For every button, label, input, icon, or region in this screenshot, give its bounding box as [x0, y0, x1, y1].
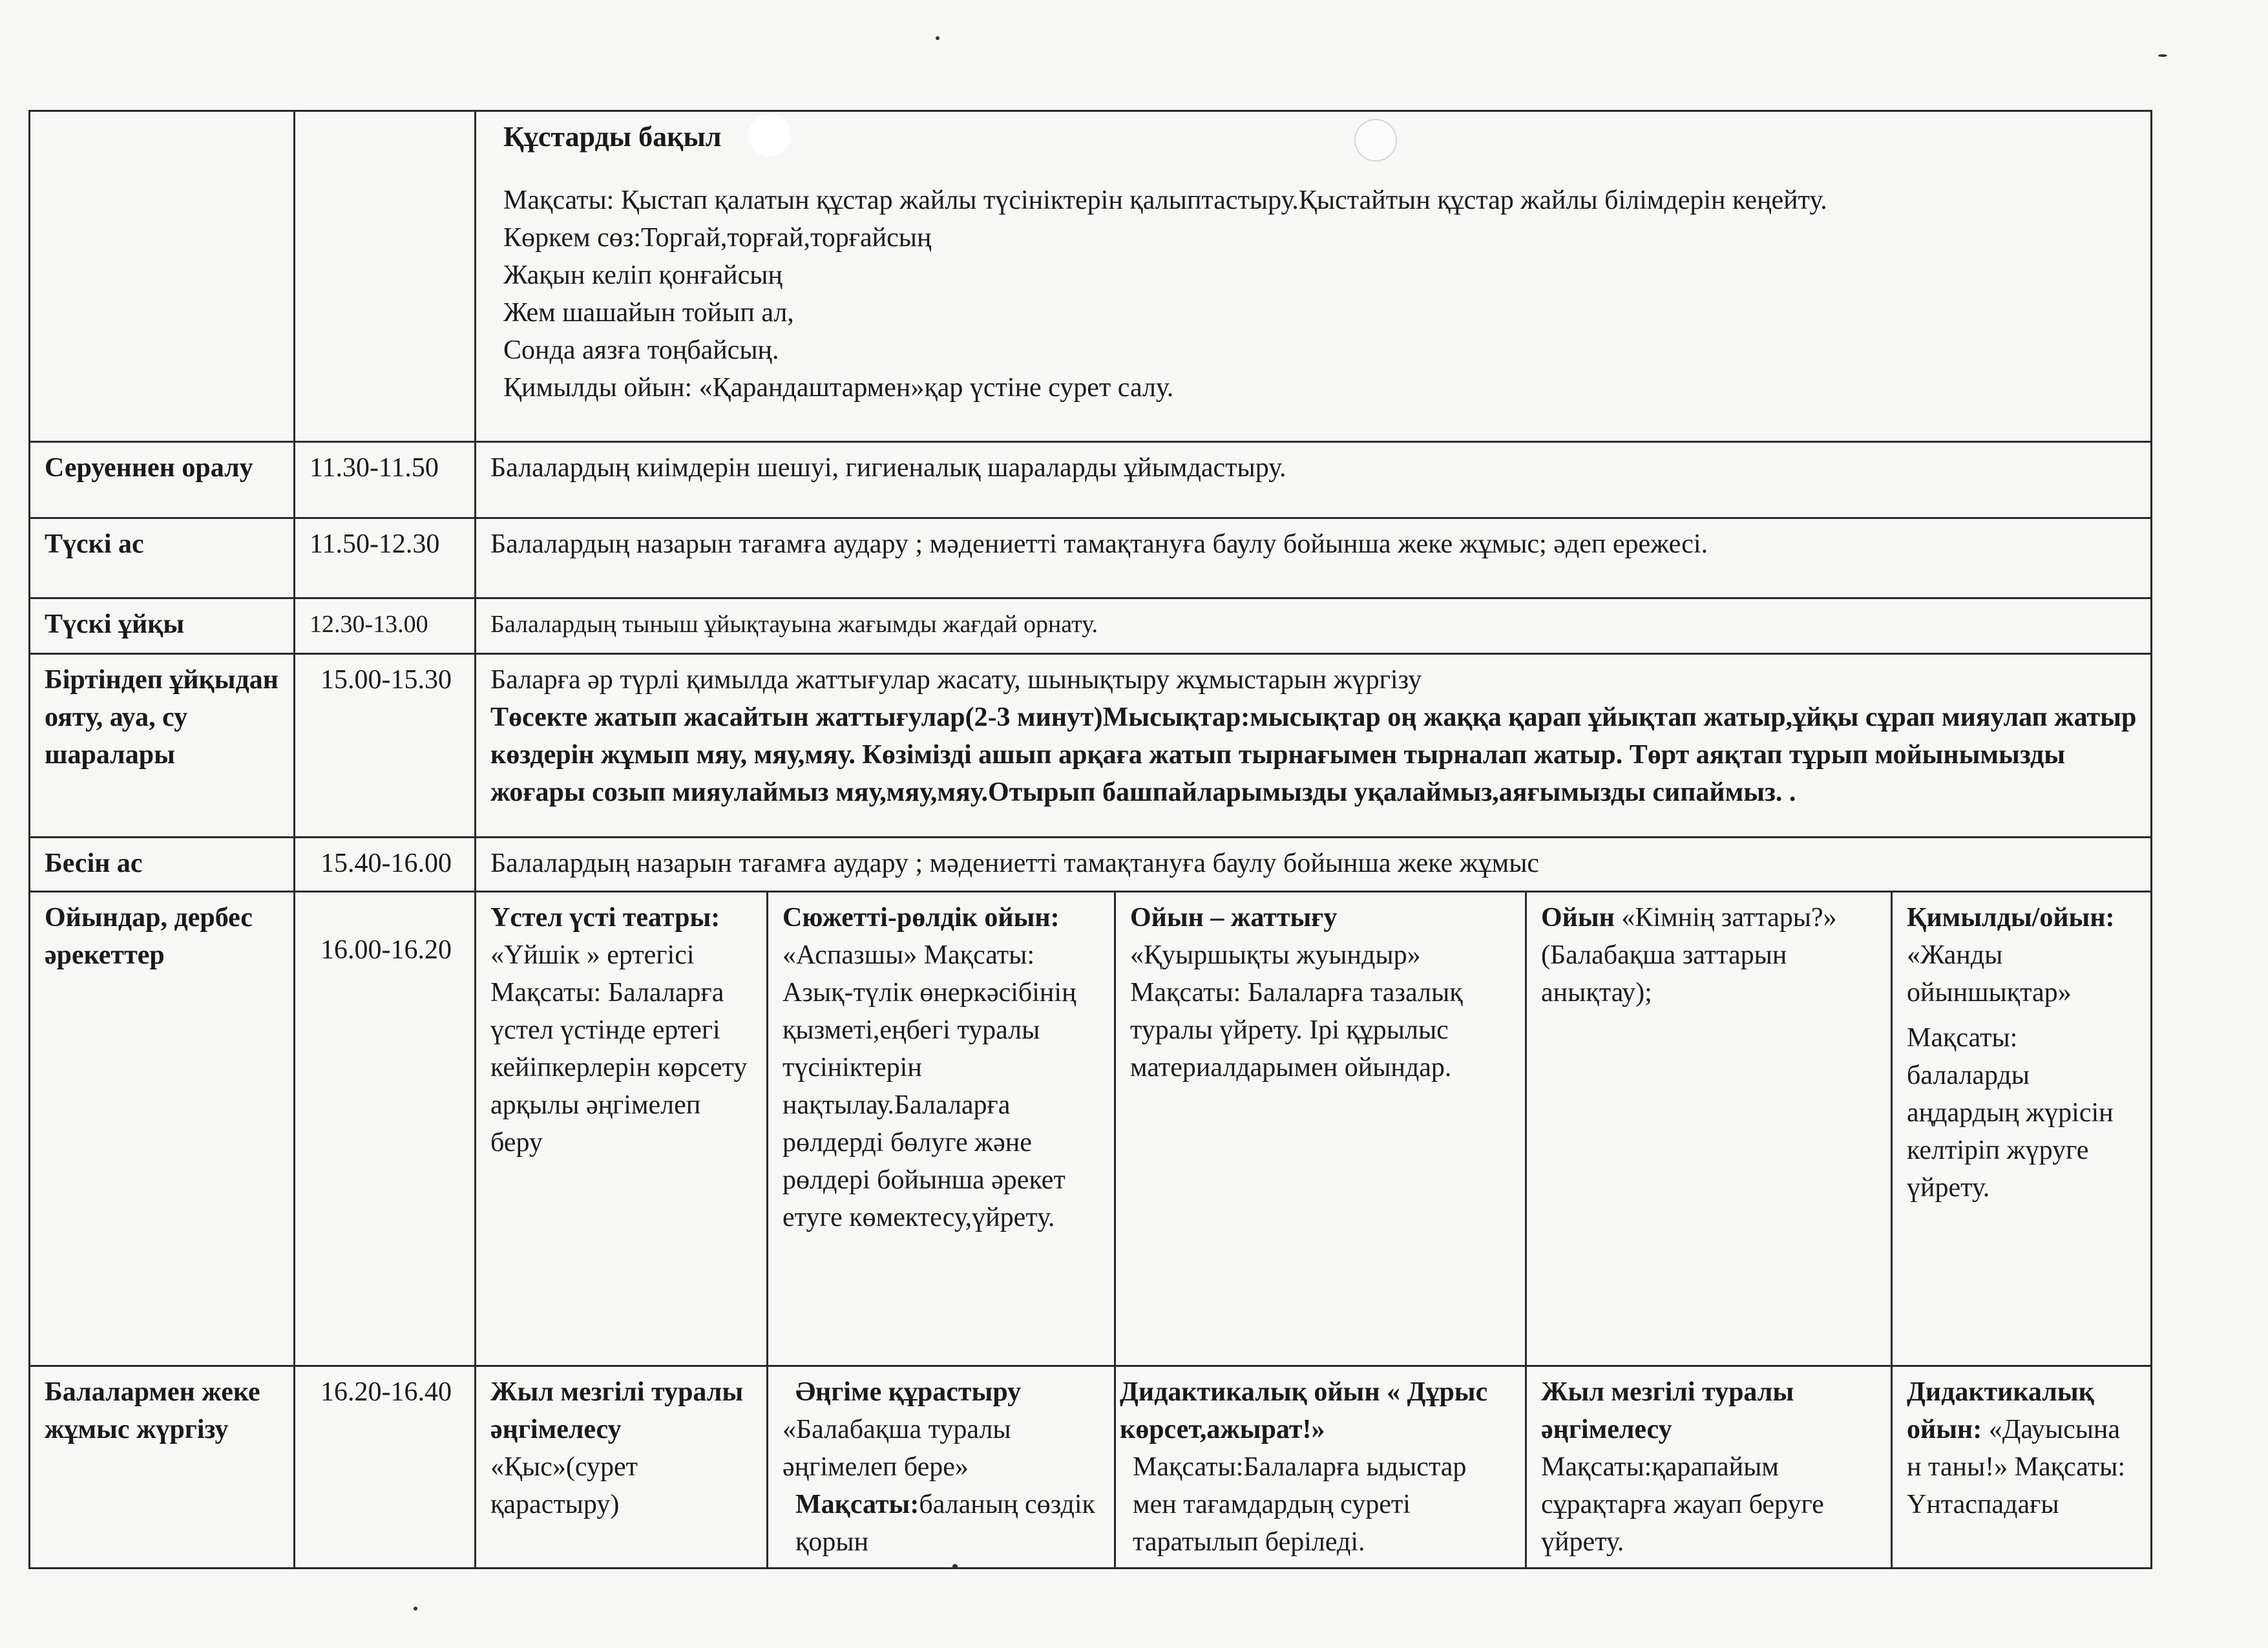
activity-time: 16.00-16.20	[295, 892, 476, 1366]
row-return-walk	[30, 442, 2152, 518]
poem-line: Көркем сөз:Торгай,торғай,торғайсың	[503, 223, 932, 253]
activity-name: Ойындар, дербес әрекеттер	[30, 892, 295, 1366]
daily-schedule-table	[28, 110, 2152, 1569]
cell-body: «Қыс»(сурет қарастыру)	[490, 1452, 638, 1519]
activity-time: 11.30-11.50	[295, 442, 476, 518]
poem-line: Сонда аязға тоңбайсың.	[503, 335, 779, 365]
games-cell	[476, 892, 768, 1366]
games-cell	[1526, 892, 1892, 1366]
wakeup-cell	[476, 654, 2152, 838]
cell-heading: Сюжетті-рөлдік ойын:	[782, 903, 1060, 933]
activity-name: Біртіндеп ұйқыдан ояту, ауа, су шаралары	[30, 654, 295, 838]
games-cell	[1892, 892, 2152, 1366]
activity-text: Балалардың назарын тағамға аудару ; мәдениетті тамақтануға баулу бойынша жеке жұмыс; әдеп ережесі.	[476, 518, 2152, 598]
speck	[414, 1607, 417, 1611]
cell-body: «Дауысына н таны!» Мақсаты: Үнтаспадағы	[1907, 1415, 2126, 1519]
cell-heading: Мақсаты:	[795, 1490, 919, 1519]
activity-name: Балалармен жеке жұмыс жүргізу	[30, 1366, 295, 1569]
individual-cell	[1115, 1366, 1526, 1569]
bird-watching-text	[503, 182, 2139, 407]
activity-name: Түскі ас	[30, 518, 295, 598]
cell-heading: Дидактикалық ойын « Дұрыс көрсет,ажырат!»	[1120, 1377, 1488, 1444]
individual-cell	[1526, 1366, 1892, 1569]
row-individual-work	[30, 1366, 2152, 1569]
activity-time: 15.40-16.00	[295, 838, 476, 892]
cell-heading: Жыл мезгілі туралы әңгімелесу	[1541, 1377, 1794, 1444]
bird-watching-cell	[476, 111, 2152, 442]
row-bird-watching	[30, 111, 2152, 442]
cell-body: Мақсаты:Балаларға ыдыстар мен тағамдардың суреті таратылып беріледі.	[1133, 1452, 1467, 1557]
poem-line: Жақын келіп қонғайсың	[503, 260, 782, 290]
cell-body: «Үйшік » ертегісі Мақсаты: Балаларға үстел үстінде ертегі кейіпкерлерін көрсету арқылы әңгімелеп беру	[490, 940, 748, 1157]
goal-line: Мақсаты: Қыстап қалатын құстар жайлы түсініктерін қалыптастыру.Қыстайтын құстар жайлы білімдерін кеңейту.	[503, 185, 1827, 215]
speck	[2158, 54, 2167, 57]
individual-cell	[1892, 1366, 2152, 1569]
games-cell	[1115, 892, 1526, 1366]
cell-heading: Қимылды/ойын:	[1907, 903, 2115, 933]
activity-name: Түскі ұйқы	[30, 598, 295, 654]
cell-heading: Үстел үсті театры:	[490, 903, 720, 933]
activity-text: Балалардың киімдерін шешуі, гигиеналық шараларды ұйымдастыру.	[476, 442, 2152, 518]
cell-body: «Кімнің заттары?» (Балабақша заттарын анықтау);	[1541, 903, 1837, 1008]
cell-body: Мақсаты:қарапайым сұрақтарға жауап беруге үйрету.	[1541, 1452, 1824, 1557]
activity-time: 15.00-15.30	[295, 654, 476, 838]
empty-cell	[30, 111, 295, 442]
cell-body: «Аспазшы» Мақсаты: Азық-түлік өнеркәсібінің қызметі,еңбегі туралы түсініктерін нақтылау.Балаларға рөлдерді бөлуге және рөлдері бойынша әрекет етуге көмектесу,үйрету.	[782, 940, 1076, 1232]
activity-time: 16.20-16.40	[295, 1366, 476, 1569]
exercise-text: Төсекте жатып жасайтын жаттығулар(2-3 минут)Мысықтар:мысықтар оң жаққа қарап ұйықтап жатыр,ұйқы сұрап мияулап жатыр көздерін жұмып мяу, мяу,мяу. Көзімізді ашып арқаға жатып тырнағымен тырналап жатыр. Төрт аяқтап тұрып мойынымызды жоғары созып мияулаймыз мяу,мяу,мяу.Отырып башпайларымызды уқалаймыз,аяғымызды сипаймыз. .	[490, 703, 2137, 807]
cell-heading: Дидактикалық ойын:	[1907, 1377, 2094, 1444]
bird-watching-title: Құстарды бақыл	[503, 121, 722, 153]
cell-heading: Ойын	[1541, 903, 1615, 933]
row-games	[30, 892, 2152, 1366]
individual-cell	[476, 1366, 768, 1569]
cell-body: баланың сөздік қорын	[795, 1490, 1095, 1557]
game-line: Қимылды ойын: «Қарандаштармен»қар үстіне сурет салу.	[503, 373, 1174, 403]
cell-body: Мақсаты: балаларды аңдардың жүрісін келтіріп жүруге үйрету.	[1907, 1023, 2114, 1203]
speck	[936, 36, 940, 40]
row-wakeup	[30, 654, 2152, 838]
cell-heading: Ойын – жаттығу	[1130, 903, 1338, 933]
activity-text: Балалардың назарын тағамға аудару ; мәдениетті тамақтануға баулу бойынша жеке жұмыс	[476, 838, 2152, 892]
cell-body: «Балабақша туралы әңгімелеп бере»	[782, 1415, 1011, 1482]
activity-name: Серуеннен оралу	[30, 442, 295, 518]
activity-time: 12.30-13.00	[295, 598, 476, 654]
games-cell	[768, 892, 1115, 1366]
cell-heading: Жыл мезгілі туралы әңгімелесу	[490, 1377, 744, 1444]
activity-text: Баларға әр түрлі қимылда жаттығулар жасату, шынықтыру жұмыстарын жүргізу	[490, 665, 1422, 695]
cell-heading: Әңгіме құрастыру	[795, 1377, 1022, 1407]
activity-time: 11.50-12.30	[295, 518, 476, 598]
poem-line: Жем шашайын тойып ал,	[503, 298, 794, 328]
empty-cell	[295, 111, 476, 442]
individual-cell	[768, 1366, 1115, 1569]
activity-name: Бесін ас	[30, 838, 295, 892]
row-snack	[30, 838, 2152, 892]
row-nap	[30, 598, 2152, 654]
row-lunch	[30, 518, 2152, 598]
cell-body: «Жанды ойыншықтар»	[1907, 940, 2072, 1008]
cell-body: «Қуыршықты жуындыр» Мақсаты: Балаларға тазалық туралы үйрету. Ірі құрылыс материалдарымен ойындар.	[1130, 940, 1463, 1083]
activity-text: Балалардың тыныш ұйықтауына жағымды жағдай орнату.	[476, 598, 2152, 654]
